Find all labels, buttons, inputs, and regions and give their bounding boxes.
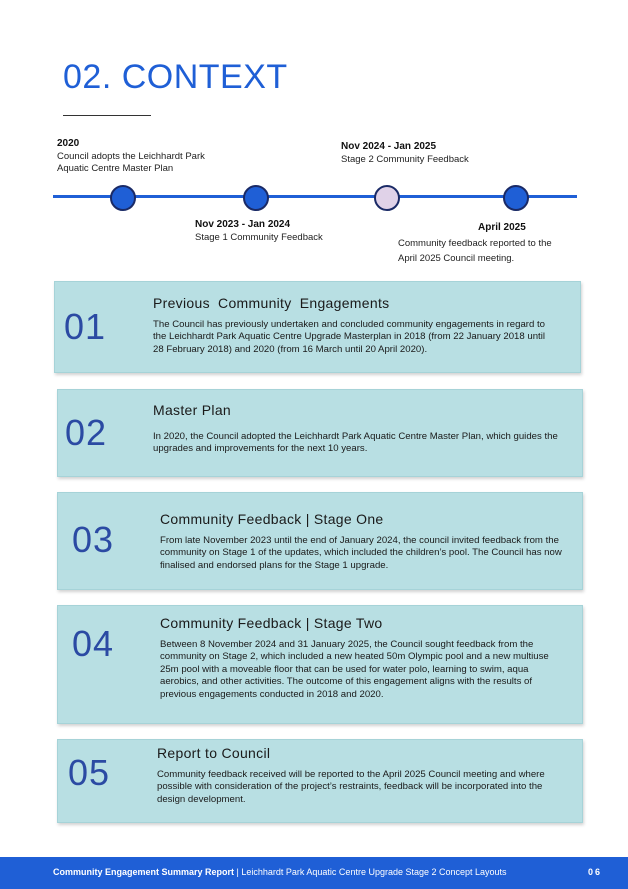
title-underline [63,115,151,116]
card-stage-two [57,605,583,724]
footer-report-name: Community Engagement Summary Report [53,867,235,877]
timeline-date: April 2025 [478,222,526,233]
footer-bar [0,857,628,889]
timeline-date: Nov 2024 - Jan 2025 [341,141,437,152]
timeline-event-3 [341,141,511,166]
card-body: In 2020, the Council adopted the Leichhardt Park Aquatic Centre Master Plan, which guides the upgrades and improvements for the next 10 years. [153,431,558,455]
card-number: 05 [68,752,111,793]
card-number: 03 [72,519,115,560]
timeline-description: Stage 2 Community Feedback [341,154,469,165]
card-report-to-council [57,739,583,823]
card-title: Report to Council [157,745,271,761]
timeline-description: Stage 1 Community Feedback [195,232,323,243]
timeline-dot-3 [374,185,400,211]
timeline-description: Council adopts the Leichhardt Park Aquatic Centre Master Plan [57,151,205,174]
footer-text [53,867,507,877]
card-master-plan [57,389,583,477]
timeline-date: 2020 [57,138,80,149]
card-body: The Council has previously undertaken and concluded community engagements in regard to the Leichhardt Park Aquatic Centre Upgrade Masterplan in 2018 (from 22 January 2018 until 28 February 2018) and 2020 (from 16 March until 20 April 2020). [153,319,545,355]
card-body: Community feedback received will be reported to the April 2025 Council meeting and where possible with consideration of the project’s restraints, feedback will be incorporated into the design development. [157,769,545,805]
card-title: Master Plan [153,402,231,418]
timeline-dot-4 [503,185,529,211]
timeline-dot-2 [243,185,269,211]
card-number: 01 [64,306,107,347]
card-title: Previous Community Engagements [153,295,390,311]
card-title: Community Feedback | Stage One [160,511,384,527]
footer-page-number: 06 [587,867,602,877]
timeline-description: Community feedback reported to the April 2025 Council meeting. [398,238,552,264]
card-previous-engagements [54,281,581,373]
page-title: 02. CONTEXT [63,58,288,96]
card-title: Community Feedback | Stage Two [160,615,383,631]
timeline-event-4 [398,220,568,266]
card-stage-one [57,492,583,590]
card-body: From late November 2023 until the end of January 2024, the council invited feedback from the community on Stage 1 of the updates, which included the children’s pool. The Council has now finalised and endorsed plans for the Stage 1 upgrade. [160,535,562,571]
card-number: 02 [65,412,108,453]
card-number: 04 [72,623,115,664]
timeline-dot-1 [110,185,136,211]
footer-project-name: Leichhardt Park Aquatic Centre Upgrade Stage 2 Concept Layouts [241,867,507,877]
timeline-event-2 [195,219,355,244]
footer-separator: | [234,867,242,877]
timeline-date: Nov 2023 - Jan 2024 [195,219,291,230]
card-body: Between 8 November 2024 and 31 January 2025, the Council sought feedback from the community on Stage 2, which included a new heated 50m Olympic pool and a new multiuse 25m pool with a moveable floor that can be used for water polo, learning to swim, aqua aerobics, and other activities. The outcome of this engagement aligns with the results of previous engagements conducted in 2018 and 2020. [160,639,549,700]
timeline-event-1 [57,138,237,175]
